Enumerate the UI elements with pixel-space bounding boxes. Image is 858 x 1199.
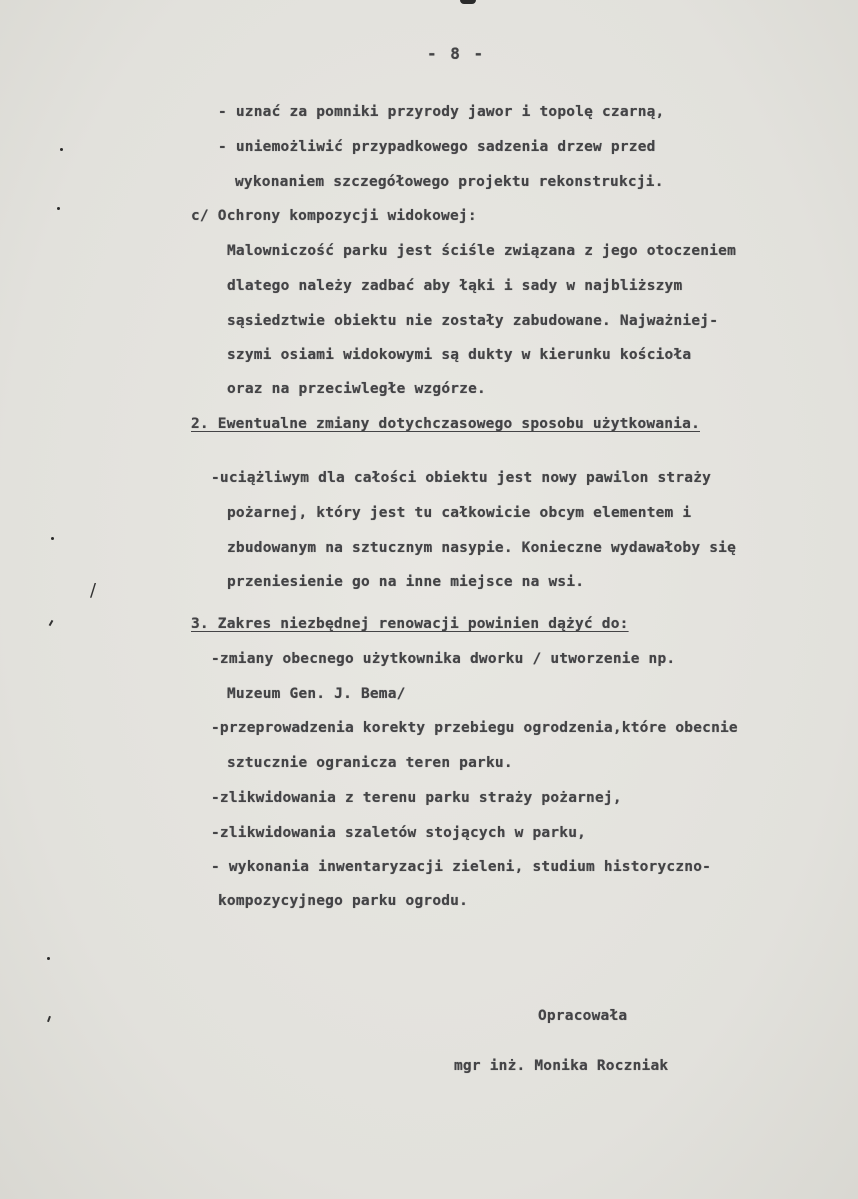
text-line-8: szymi osiami widokowymi są dukty w kierunku kościoła [227, 347, 692, 363]
section-heading-c: c/ Ochrony kompozycji widokowej: [191, 208, 477, 224]
punch-mark [460, 0, 476, 4]
text-line-22: - wykonania inwentaryzacji zieleni, studium historyczno- [211, 859, 712, 875]
text-line-1: - uznać za pomniki przyrody jawor i topolę czarną, [218, 104, 665, 120]
text-line-19: sztucznie ogranicza teren parku. [227, 755, 513, 771]
text-line-18: -przeprowadzenia korekty przebiegu ogrodzenia,które obecnie [211, 720, 738, 736]
margin-slash-mark: / [90, 580, 97, 601]
text-line-3: wykonaniem szczegółowego projektu rekonstrukcji. [235, 174, 664, 190]
signature-name: mgr inż. Monika Roczniak [454, 1058, 669, 1074]
margin-speck [60, 148, 63, 151]
margin-speck [51, 537, 54, 540]
text-line-2: - uniemożliwić przypadkowego sadzenia drzew przed [218, 139, 656, 155]
text-line-21: -zlikwidowania szaletów stojących w parku, [211, 825, 587, 841]
margin-speck [57, 207, 60, 210]
text-line-16: -zmiany obecnego użytkownika dworku / utworzenie np. [211, 651, 676, 667]
text-line-12: pożarnej, który jest tu całkowicie obcym elementem i [227, 505, 692, 521]
margin-speck [47, 1016, 51, 1022]
text-line-6: dlatego należy zadbać aby łąki i sady w najbliższym [227, 278, 683, 294]
text-line-7: sąsiedztwie obiektu nie zostały zabudowane. Najważniej- [227, 313, 719, 329]
text-line-11: -uciążliwym dla całości obiektu jest nowy pawilon straży [211, 470, 712, 486]
section-heading-3: 3. Zakres niezbędnej renowacji powinien dążyć do: [191, 616, 629, 632]
text-line-23: kompozycyjnego parku ogrodu. [218, 893, 469, 909]
text-line-20: -zlikwidowania z terenu parku straży pożarnej, [211, 790, 622, 806]
margin-speck [47, 957, 50, 960]
margin-speck [49, 620, 54, 626]
text-line-17: Muzeum Gen. J. Bema/ [227, 686, 406, 702]
section-heading-2: 2. Ewentualne zmiany dotychczasowego sposobu użytkowania. [191, 416, 700, 432]
signature-role: Opracowała [538, 1008, 628, 1024]
text-line-13: zbudowanym na sztucznym nasypie. Konieczne wydawałoby się [227, 540, 736, 556]
text-line-5: Malowniczość parku jest ściśle związana z jego otoczeniem [227, 243, 736, 259]
text-line-14: przeniesienie go na inne miejsce na wsi. [227, 574, 585, 590]
text-line-9: oraz na przeciwległe wzgórze. [227, 381, 486, 397]
page-number: - 8 - [427, 44, 486, 63]
